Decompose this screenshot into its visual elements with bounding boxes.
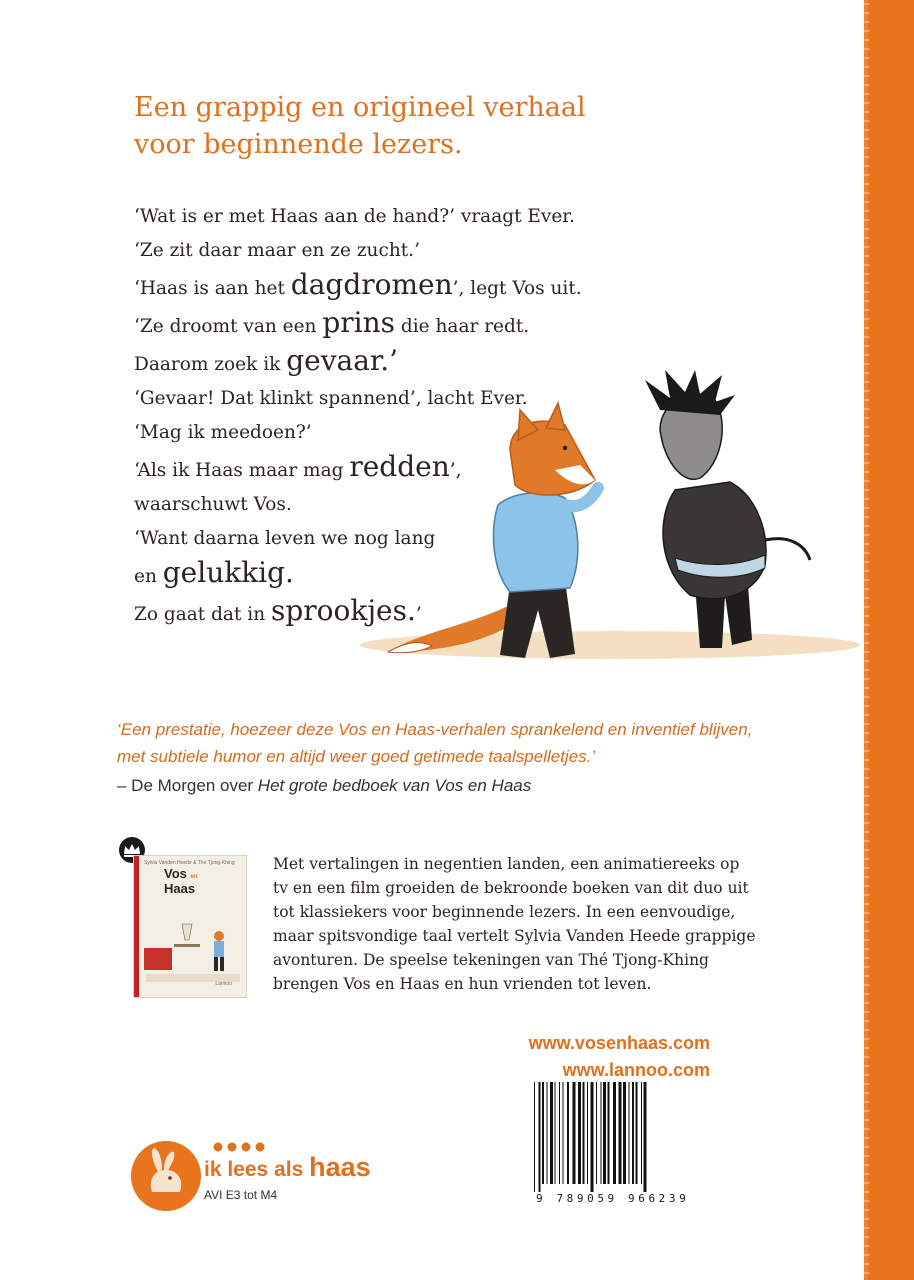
hog-body bbox=[663, 482, 766, 599]
story-emphasis-word: sprookjes. bbox=[271, 594, 416, 627]
fox-eye bbox=[563, 446, 567, 450]
story-text: ‘Gevaar! Dat klinkt spannend’, lacht Ever. bbox=[134, 388, 528, 409]
story-text: ‘Ze droomt van een bbox=[134, 316, 323, 337]
barcode-bar bbox=[547, 1082, 548, 1184]
hog-tail bbox=[765, 539, 810, 560]
series-haas: haas bbox=[309, 1152, 371, 1182]
barcode-bar bbox=[550, 1082, 553, 1184]
review-quote: ‘Een prestatie, hoezeer deze Vos en Haas-verhalen sprankelend en inventief blijven, met subtiele humor en altijd weer goed getimede taalspelletjes.’ bbox=[117, 720, 753, 766]
level-dot bbox=[256, 1143, 265, 1152]
story-text: ‘Ze zit daar maar en ze zucht.’ bbox=[134, 240, 420, 261]
level-dot bbox=[228, 1143, 237, 1152]
barcode-bar bbox=[555, 1082, 556, 1184]
hare-logo-icon bbox=[130, 1140, 202, 1212]
barcode-bar bbox=[539, 1082, 541, 1192]
barcode-bar bbox=[613, 1082, 616, 1184]
story-text: ’ bbox=[415, 604, 422, 625]
story-emphasis-word: redden bbox=[349, 450, 450, 483]
story-text: Daarom zoek ik bbox=[134, 354, 287, 375]
story-line bbox=[134, 200, 634, 234]
barcode-bar bbox=[573, 1082, 576, 1184]
tagline bbox=[134, 90, 694, 163]
story-line bbox=[134, 268, 634, 306]
cover-title-en: en bbox=[190, 874, 198, 880]
hog-bristles bbox=[645, 370, 735, 415]
fox-and-hog-illustration bbox=[360, 370, 880, 690]
barcode-bar bbox=[534, 1082, 535, 1192]
barcode-bar bbox=[641, 1082, 642, 1184]
cover-title-haas: Haas bbox=[164, 881, 196, 896]
blurb-line: tv en een film groeiden de bekroonde boeken van dit duo uit bbox=[273, 879, 749, 897]
barcode-bar bbox=[608, 1082, 610, 1184]
blurb-line: avonturen. De speelse tekeningen van Thé Tjong-Khing bbox=[273, 951, 709, 969]
story-line bbox=[134, 306, 634, 344]
attribution-book-title: Het grote bedboek van Vos en Haas bbox=[257, 776, 532, 795]
story-text: ’, bbox=[449, 460, 462, 481]
barcode-bar bbox=[619, 1082, 622, 1184]
barcode-bar bbox=[623, 1082, 626, 1184]
barcode-bar bbox=[563, 1082, 564, 1184]
barcode-bar bbox=[629, 1082, 630, 1184]
story-text: en bbox=[134, 566, 163, 587]
barcode-bar bbox=[559, 1082, 560, 1184]
story-text: ‘Wat is er met Haas aan de hand?’ vraagt Ever. bbox=[134, 206, 575, 227]
series-prefix: ik lees als bbox=[204, 1158, 310, 1181]
level-dot bbox=[214, 1143, 223, 1152]
story-emphasis-word: prins bbox=[322, 306, 396, 339]
book-cover-thumbnail bbox=[134, 856, 246, 997]
barcode-bars bbox=[530, 1082, 726, 1194]
blurb-line: tot klassiekers voor beginnende lezers. In een eenvoudige, bbox=[273, 903, 736, 921]
link-lannoo[interactable]: www.lannoo.com bbox=[562, 1060, 710, 1080]
book-blurb bbox=[273, 852, 756, 996]
barcode-bar bbox=[583, 1082, 585, 1184]
story-text: waarschuwt Vos. bbox=[134, 494, 292, 515]
barcode bbox=[530, 1082, 726, 1192]
barcode-bar bbox=[587, 1082, 588, 1184]
cover-illustration bbox=[134, 856, 246, 997]
story-emphasis-word: gelukkig. bbox=[162, 556, 294, 589]
tagline-line: Een grappig en origineel verhaal bbox=[134, 92, 586, 123]
story-emphasis-word: dagdromen bbox=[290, 268, 453, 301]
story-text: ‘Haas is aan het bbox=[134, 278, 291, 299]
story-emphasis-word: gevaar.’ bbox=[286, 344, 399, 377]
blurb-line: maar spitsvondige taal vertelt Sylvia Vanden Heede grappige bbox=[273, 927, 756, 945]
story-text: ‘Als ik Haas maar mag bbox=[134, 460, 350, 481]
series-name bbox=[204, 1152, 371, 1183]
story-line bbox=[134, 234, 634, 268]
review-attribution bbox=[117, 772, 777, 799]
story-text: ‘Mag ik meedoen?’ bbox=[134, 422, 312, 443]
attribution-source: – De Morgen over bbox=[117, 776, 258, 795]
story-text: Zo gaat dat in bbox=[134, 604, 271, 625]
link-vosenhaas[interactable]: www.vosenhaas.com bbox=[528, 1033, 710, 1053]
avi-level: AVI E3 tot M4 bbox=[204, 1188, 278, 1202]
blurb-line: Met vertalingen in negentien landen, een animatiereeks op bbox=[273, 855, 740, 873]
barcode-bar bbox=[644, 1082, 647, 1192]
barcode-bar bbox=[542, 1082, 544, 1184]
level-dot bbox=[242, 1143, 251, 1152]
cover-title-vos: Vos bbox=[164, 866, 187, 881]
barcode-bar bbox=[632, 1082, 634, 1184]
story-text: ‘Want daarna leven we nog lang bbox=[134, 528, 436, 549]
barcode-bar bbox=[601, 1082, 602, 1184]
cover-authors: Sylvia Vanden Heede & Thé Tjong-Khing bbox=[144, 860, 235, 866]
barcode-bar bbox=[578, 1082, 581, 1184]
tagline-line: voor beginnende lezers. bbox=[134, 128, 463, 160]
story-text: die haar redt. bbox=[395, 316, 530, 337]
isbn-number: 9 789059 966239 bbox=[536, 1192, 690, 1205]
barcode-bar bbox=[596, 1082, 597, 1184]
barcode-bar bbox=[567, 1082, 569, 1184]
barcode-bar bbox=[636, 1082, 638, 1184]
blurb-line: brengen Vos en Haas en hun vrienden tot leven. bbox=[273, 975, 652, 993]
barcode-bar bbox=[603, 1082, 606, 1184]
website-links bbox=[480, 1030, 710, 1084]
cover-publisher: Lannoo bbox=[215, 981, 232, 987]
story-text: ’, legt Vos uit. bbox=[452, 278, 582, 299]
barcode-bar bbox=[591, 1082, 594, 1192]
